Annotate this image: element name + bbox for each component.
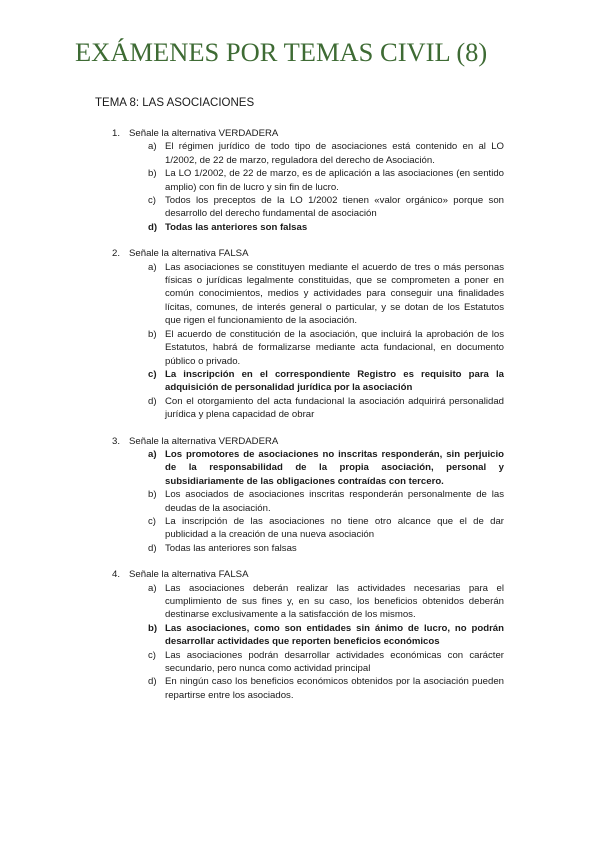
option-text: El acuerdo de constitución de la asociación, que incluirá la aprobación de los Estatutos, habrá de formalizarse mediante acta fundacional, en documento público o privado.	[165, 328, 504, 367]
option	[148, 649, 504, 676]
question-text: Señale la alternativa VERDADERA	[129, 435, 279, 447]
question-number: 1.	[112, 128, 121, 139]
option	[148, 448, 504, 488]
option-letter: a)	[148, 448, 157, 460]
option	[148, 542, 504, 555]
option-text: Con el otorgamiento del acta fundacional la asociación adquirirá personalidad jurídica y plena capacidad de obrar	[165, 395, 504, 421]
option-text: Todas las anteriores son falsas	[165, 221, 308, 233]
option-letter: c)	[148, 649, 156, 661]
option-text: Las asociaciones podrán desarrollar actividades económicas con carácter secundario, pero nunca como actividad principal	[165, 649, 504, 675]
question-text: Señale la alternativa FALSA	[129, 569, 249, 581]
option-text: Todos los preceptos de la LO 1/2002 tienen «valor orgánico» porque son desarrollo del derecho fundamental de asociación	[165, 195, 504, 220]
option-letter: a)	[148, 582, 157, 594]
option-text: El régimen jurídico de todo tipo de asociaciones está contenido en al LO 1/2002, de 22 de marzo, reguladora del derecho de Asociación.	[165, 141, 504, 166]
option-letter: b)	[148, 168, 157, 180]
option-text: Los asociados de asociaciones inscritas responderán personalmente de las deudas de la asociación.	[165, 489, 504, 514]
option-letter: c)	[148, 515, 156, 527]
page-title: EXÁMENES POR TEMAS CIVIL (8)	[75, 37, 488, 67]
option-text: La inscripción en el correspondiente Registro es requisito para la adquisición de personalidad jurídica por la asociación	[165, 368, 504, 394]
option	[148, 515, 504, 542]
option-letter: d)	[148, 395, 157, 407]
option	[148, 622, 504, 649]
question-text: Señale la alternativa FALSA	[129, 248, 249, 260]
question-list	[112, 127, 504, 715]
option-text: Todas las anteriores son falsas	[165, 542, 297, 554]
option-list	[112, 261, 504, 422]
option-letter: b)	[148, 622, 158, 634]
option	[148, 194, 504, 221]
option-text: La LO 1/2002, de 22 de marzo, es de aplicación a las asociaciones (en sentido amplio) con fin de lucro y sin fin de lucro.	[165, 168, 504, 193]
option	[148, 261, 504, 328]
option-letter: c)	[148, 195, 156, 207]
option	[148, 167, 504, 194]
option-letter: c)	[148, 368, 157, 380]
option-letter: d)	[148, 221, 158, 233]
question-stem	[112, 127, 504, 140]
question	[112, 127, 504, 234]
option	[148, 221, 504, 234]
section-title: TEMA 8: LAS ASOCIACIONES	[95, 97, 255, 109]
option-letter: b)	[148, 489, 157, 501]
option-list	[112, 140, 504, 234]
option-text: La inscripción de las asociaciones no tiene otro alcance que el de dar publicidad a la creación de una nueva asociación	[165, 515, 504, 541]
option	[148, 488, 504, 515]
question-number: 3.	[112, 435, 121, 447]
question	[112, 247, 504, 421]
option-letter: d)	[148, 542, 157, 554]
option	[148, 328, 504, 368]
question	[112, 435, 504, 556]
option-text: Los promotores de asociaciones no inscritas responderán, sin perjuicio de la responsabilidad de la propia asociación, personal y subsidiariamente de las obligaciones contraídas con tercero.	[165, 448, 504, 487]
option	[148, 582, 504, 622]
option-text: En ningún caso los beneficios económicos obtenidos por la asociación pueden repartirse entre los asociados.	[165, 676, 504, 701]
option-text: Las asociaciones, como son entidades sin ánimo de lucro, no podrán desarrollar actividades que reporten beneficios económicos	[165, 622, 504, 648]
option-list	[112, 448, 504, 555]
option-letter: b)	[148, 328, 157, 340]
question-stem	[112, 247, 504, 260]
option	[148, 395, 504, 422]
option-text: Las asociaciones deberán realizar las actividades necesarias para el cumplimiento de sus fines y, en su caso, los beneficios obtenidos deberán destinarse exclusivamente a la satisfacción de los mismos.	[165, 582, 504, 621]
question-stem	[112, 435, 504, 448]
option-text: Las asociaciones se constituyen mediante el acuerdo de tres o más personas físicas o jurídicas legalmente constituidas, que se comprometen a poner en común conocimientos, medios y actividades para conseguir una finalidades lícitas, comunes, de interés general o particular, y se dotan de los Estatutos que rigen el funcionamiento de la asociación.	[165, 261, 504, 327]
question	[112, 568, 504, 702]
option-letter: a)	[148, 141, 157, 153]
question-number: 4.	[112, 569, 121, 581]
question-text: Señale la alternativa VERDADERA	[129, 128, 279, 139]
question-stem	[112, 568, 504, 581]
option-list	[112, 582, 504, 703]
option	[148, 140, 504, 167]
option	[148, 675, 504, 702]
question-number: 2.	[112, 248, 121, 260]
option-letter: a)	[148, 261, 157, 273]
option	[148, 368, 504, 395]
option-letter: d)	[148, 676, 157, 688]
